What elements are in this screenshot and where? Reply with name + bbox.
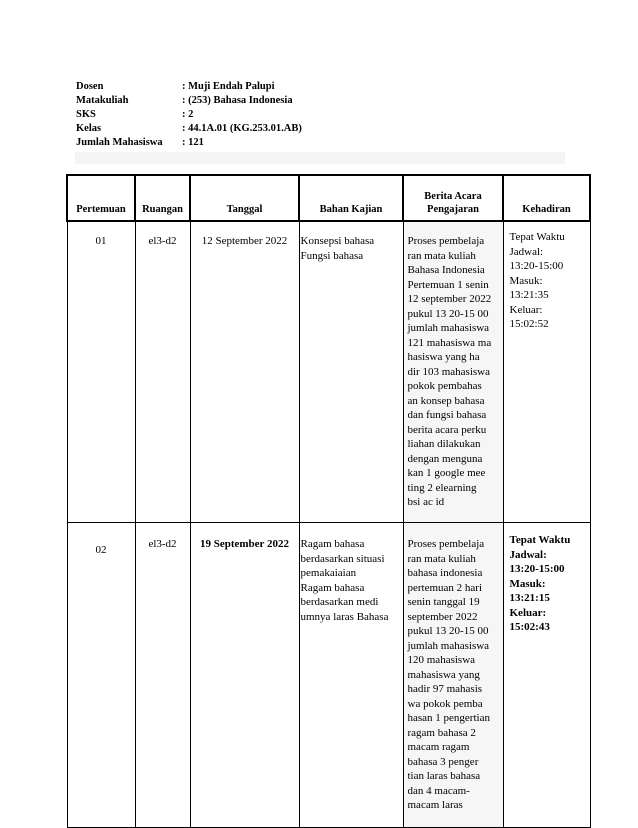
berita-acara-cell — [403, 221, 503, 523]
table-header-row — [67, 175, 590, 221]
kehadiran-line: 13:21:15 — [509, 592, 550, 604]
kehadiran-line: 15:02:52 — [509, 318, 549, 330]
matakuliah-label: Matakuliah — [76, 95, 129, 106]
bahan-line: berdasarkan situasi — [300, 552, 385, 565]
berita-line: ran mata kuliah — [407, 552, 476, 565]
kelas-value: : 44.1A.01 (KG.253.01.AB) — [182, 123, 302, 134]
berita-line: 12 september 2022 — [407, 293, 492, 305]
berita-line: mahasiswa yang — [407, 668, 480, 681]
dosen-value: : Muji Endah Palupi — [182, 81, 275, 92]
berita-line: macam ragam — [407, 741, 470, 753]
kehadiran-line: Jadwal: — [509, 245, 544, 258]
info-matakuliah — [76, 94, 302, 108]
berita-line: Bahasa Indonesia — [407, 264, 485, 276]
info-kelas — [76, 122, 302, 136]
kehadiran-line: 13:20-15:00 — [509, 260, 564, 272]
kehadiran-line: 13:20-15:00 — [509, 563, 565, 575]
bahan-line: umnya laras Bahasa — [300, 610, 389, 623]
header-pertemuan: Pertemuan — [67, 175, 135, 221]
berita-line: kan 1 google mee — [407, 467, 486, 479]
attendance-table — [66, 174, 591, 828]
berita-line: september 2022 — [407, 610, 478, 623]
berita-line: Proses pembelaja — [407, 538, 485, 550]
berita-line: dengan menguna — [407, 452, 483, 465]
berita-line: wa pokok pemba — [407, 697, 483, 710]
berita-line: bahasa 3 penger — [407, 755, 479, 768]
tanggal-cell: 19 September 2022 — [190, 523, 299, 828]
berita-line: pukul 13 20-15 00 — [407, 307, 489, 320]
kehadiran-cell — [503, 221, 590, 523]
kehadiran-status: Tepat Waktu — [509, 534, 571, 546]
table-row — [67, 221, 590, 523]
berita-line: bahasa indonesia — [407, 567, 483, 579]
header-berita-line1: Berita Acara — [424, 191, 482, 202]
berita-acara-cell — [403, 523, 503, 828]
header-berita-line2: Pengajaran — [427, 204, 479, 215]
jumlah-value: : 121 — [182, 137, 204, 148]
berita-line: berita acara perku — [407, 423, 487, 436]
kehadiran-line: 13:21:35 — [509, 289, 549, 301]
berita-line: dir 103 mahasiswa — [407, 365, 490, 378]
header-bahan-kajian: Bahan Kajian — [299, 175, 403, 221]
course-info — [76, 80, 302, 150]
berita-line: jumlah mahasiswa — [407, 322, 490, 334]
header-ruangan: Ruangan — [135, 175, 190, 221]
header-berita-acara — [403, 175, 503, 221]
berita-line: ran mata kuliah — [407, 249, 476, 262]
berita-line: jumlah mahasiswa — [407, 639, 490, 652]
berita-line: Proses pembelaja — [407, 235, 485, 247]
info-jumlah — [76, 136, 302, 150]
berita-line: dan 4 macam- — [407, 784, 470, 797]
kehadiran-line: Masuk: — [509, 274, 543, 287]
info-sks — [76, 108, 302, 122]
kehadiran-line: 15:02:43 — [509, 621, 550, 633]
berita-line: an konsep bahasa — [407, 394, 485, 407]
header-tanggal: Tanggal — [190, 175, 299, 221]
berita-line: pokok pembahas — [407, 380, 482, 392]
kehadiran-line: Keluar: — [509, 606, 547, 619]
shaded-divider — [75, 152, 565, 164]
berita-line: pukul 13 20-15 00 — [407, 625, 489, 637]
berita-line: ragam bahasa 2 — [407, 726, 476, 739]
bahan-line: Fungsi bahasa — [300, 249, 364, 262]
matakuliah-value: : (253) Bahasa Indonesia — [182, 95, 293, 106]
pertemuan-cell: 01 — [67, 221, 135, 523]
pertemuan-cell: 02 — [67, 523, 135, 828]
berita-line: macam laras — [407, 799, 463, 811]
berita-line: hasiswa yang ha — [407, 351, 480, 363]
ruangan-cell: el3-d2 — [135, 221, 190, 523]
bahan-line: pemakaiaian — [300, 567, 357, 579]
bahan-kajian-cell — [299, 221, 403, 523]
berita-line: Pertemuan 1 senin — [407, 278, 489, 291]
berita-line: senin tanggal 19 — [407, 596, 480, 608]
berita-line: hasan 1 pengertian — [407, 712, 490, 724]
bahan-line: Ragam bahasa — [300, 581, 365, 594]
kehadiran-line: Masuk: — [509, 577, 546, 590]
berita-line: dan fungsi bahasa — [407, 409, 487, 421]
sks-value: : 2 — [182, 109, 194, 120]
ruangan-cell: el3-d2 — [135, 523, 190, 828]
berita-line: 121 mahasiswa ma — [407, 336, 492, 349]
bahan-line: Ragam bahasa — [300, 538, 365, 550]
berita-line: 120 mahasiswa — [407, 654, 476, 666]
kehadiran-status: Tepat Waktu — [509, 231, 565, 243]
bahan-line: Konsepsi bahasa — [300, 235, 375, 247]
berita-line: tian laras bahasa — [407, 770, 481, 782]
info-dosen — [76, 80, 302, 94]
sks-label: SKS — [76, 109, 96, 120]
bahan-kajian-cell — [299, 523, 403, 828]
berita-line: hadir 97 mahasis — [407, 683, 483, 695]
berita-line: liahan dilakukan — [407, 438, 481, 450]
dosen-label: Dosen — [76, 81, 104, 92]
jumlah-label: Jumlah Mahasiswa — [76, 137, 163, 148]
berita-line: bsi ac id — [407, 496, 445, 508]
berita-line: pertemuan 2 hari — [407, 581, 483, 594]
table-row — [67, 523, 590, 828]
bahan-line: berdasarkan medi — [300, 596, 379, 608]
header-kehadiran: Kehadiran — [503, 175, 590, 221]
kehadiran-cell — [503, 523, 590, 828]
kehadiran-line: Jadwal: — [509, 548, 547, 561]
tanggal-cell: 12 September 2022 — [190, 221, 299, 523]
kehadiran-line: Keluar: — [509, 303, 543, 316]
kelas-label: Kelas — [76, 123, 102, 134]
berita-line: ting 2 elearning — [407, 481, 477, 494]
